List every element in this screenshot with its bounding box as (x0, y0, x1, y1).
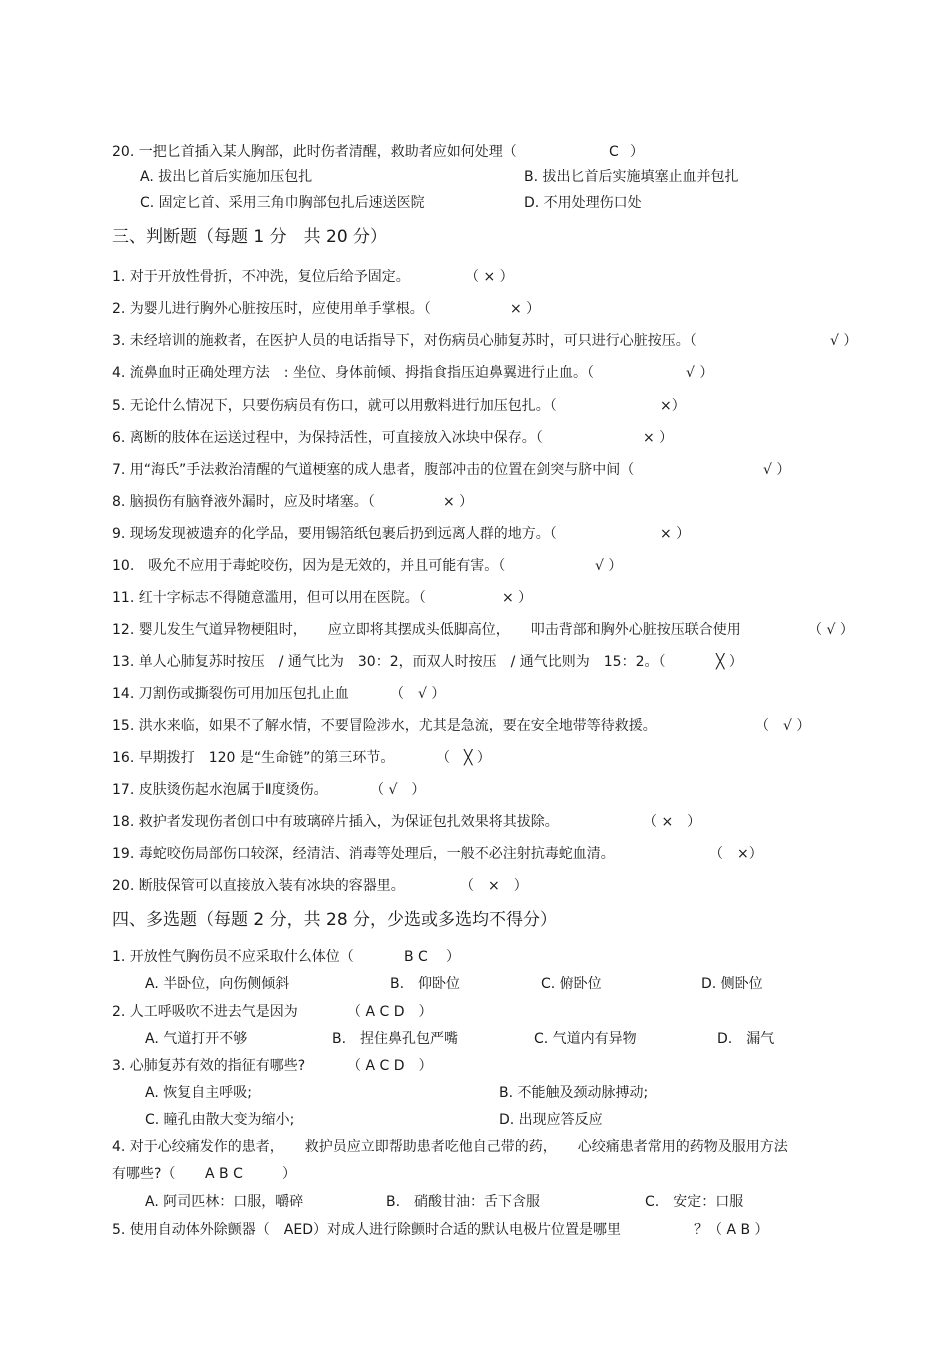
tf-mark-12: （ √ ） (808, 622, 854, 638)
tf-mark-8: × ） (443, 494, 474, 510)
mc1-option-c: C. 俯卧位 (541, 976, 602, 992)
tf-mark-14: （ √ ） (390, 686, 446, 702)
tf-item-2: 2. 为婴儿进行胸外心脏按压时，应使用单手掌根。（ (112, 301, 431, 317)
mc1-answer: B C (404, 949, 428, 965)
tf-item-8: 8. 脑损伤有脑脊液外漏时，应及时堵塞。（ (112, 494, 375, 510)
mc4-stem-line1: 4. 对于心绞痛发作的患者， 救护员应立即帮助患者吃他自己带的药， 心绞痛患者常用的药物及服用方法 (112, 1139, 788, 1155)
mc1-stem: 1. 开放性气胸伤员不应采取什么体位（ (112, 949, 354, 965)
section4-title: 四、多选题（每题 2 分，共 28 分，少选或多选均不得分） (112, 910, 558, 930)
q20-option-c: C. 固定匕首、采用三角巾胸部包扎后速送医院 (140, 195, 425, 211)
tf-mark-5: ×） (660, 398, 686, 414)
mc2-option-c: C. 气道内有异物 (534, 1031, 637, 1047)
q20-option-a: A. 拔出匕首后实施加压包扎 (140, 169, 313, 185)
tf-item-6: 6. 离断的肢体在运送过程中，为保持活性，可直接放入冰块中保存。（ (112, 430, 543, 446)
tf-mark-2: × ） (510, 301, 541, 317)
tf-mark-10: √ ） (595, 558, 623, 574)
q20-stem: 20. 一把匕首插入某人胸部，此时伤者清醒，救助者应如何处理（ (112, 144, 517, 160)
mc4-stem-line2: 有哪些?（ (112, 1166, 176, 1182)
mc3-answer: （ A C D ） (347, 1058, 433, 1074)
tf-mark-18: （ × ） (643, 814, 702, 830)
q20-option-d: D. 不用处理伤口处 (524, 195, 642, 211)
tf-item-7: 7. 用“海氏”手法救治清醒的气道梗塞的成人患者，腹部冲击的位置在剑突与脐中间（ (112, 462, 635, 478)
tf-item-19: 19. 毒蛇咬伤局部伤口较深，经清洁、消毒等处理后，一般不必注射抗毒蛇血清。 (112, 846, 615, 862)
tf-item-18: 18. 救护者发现伤者创口中有玻璃碎片插入，为保证包扎效果将其拔除。 (112, 814, 559, 830)
mc3-option-d: D. 出现应答反应 (499, 1112, 603, 1128)
tf-mark-1: （ × ） (465, 269, 514, 285)
tf-item-14: 14. 刀割伤或撕裂伤可用加压包扎止血 (112, 686, 349, 702)
tf-item-10: 10. 吸允不应用于毒蛇咬伤，因为是无效的，并且可能有害。（ (112, 558, 506, 574)
mc3-option-c: C. 瞳孔由散大变为缩小; (145, 1112, 295, 1128)
tf-item-3: 3. 未经培训的施救者，在医护人员的电话指导下，对伤病员心肺复苏时，可只进行心脏按压。（ (112, 333, 697, 349)
tf-mark-7: √ ） (763, 462, 791, 478)
tf-mark-15: （ √ ） (755, 718, 811, 734)
mc2-option-d: D. 漏气 (717, 1031, 775, 1047)
mc4-option-b: B. 硝酸甘油：舌下含服 (386, 1194, 541, 1210)
mc2-answer: （ A C D ） (347, 1004, 433, 1020)
tf-mark-20: （ × ） (460, 878, 528, 894)
q20-answer: C (609, 144, 619, 160)
mc2-option-b: B. 捏住鼻孔包严嘴 (332, 1031, 459, 1047)
mc1-option-d: D. 侧卧位 (701, 976, 763, 992)
mc2-option-a: A. 气道打开不够 (145, 1031, 248, 1047)
mc4-close: ） (282, 1166, 296, 1182)
q20-close: ） (630, 144, 644, 160)
tf-mark-16: （ ╳ ） (436, 750, 491, 766)
tf-item-17: 17. 皮肤烫伤起水泡属于Ⅱ度烫伤。 (112, 782, 328, 798)
tf-item-5: 5. 无论什么情况下，只要伤病员有伤口，就可以用敷料进行加压包扎。（ (112, 398, 557, 414)
mc3-option-a: A. 恢复自主呼吸; (145, 1085, 252, 1101)
mc3-stem: 3. 心肺复苏有效的指征有哪些? (112, 1058, 306, 1074)
mc2-stem: 2. 人工呼吸吹不进去气是因为 (112, 1004, 298, 1020)
mc3-option-b: B. 不能触及颈动脉搏动; (499, 1085, 649, 1101)
tf-mark-19: （ ×） (709, 846, 763, 862)
tf-item-13: 13. 单人心肺复苏时按压 / 通气比为 30：2，而双人时按压 / 通气比则为 15：2。（ (112, 654, 666, 670)
mc1-option-b: B. 仰卧位 (390, 976, 461, 992)
tf-mark-3: √ ） (830, 333, 858, 349)
mc1-option-a: A. 半卧位，向伤侧倾斜 (145, 976, 290, 992)
tf-item-15: 15. 洪水来临，如果不了解水情，不要冒险涉水，尤其是急流，要在安全地带等待救援。 (112, 718, 657, 734)
tf-mark-4: √ ） (686, 365, 714, 381)
tf-item-16: 16. 早期拨打 120 是“生命链”的第三环节。 (112, 750, 395, 766)
q20-option-b: B. 拔出匕首后实施填塞止血并包扎 (524, 169, 739, 185)
mc4-option-c: C. 安定：口服 (645, 1194, 744, 1210)
tf-mark-6: × ） (643, 430, 674, 446)
tf-mark-9: × ） (660, 526, 691, 542)
tf-item-4: 4. 流鼻血时正确处理方法 : 坐位、身体前倾、拇指食指压迫鼻翼进行止血。（ (112, 365, 594, 381)
tf-item-9: 9. 现场发现被遗弃的化学品，要用锡箔纸包裹后扔到远离人群的地方。（ (112, 526, 557, 542)
tf-item-20: 20. 断肢保管可以直接放入装有冰块的容器里。 (112, 878, 405, 894)
tf-mark-13: ╳ ） (716, 654, 743, 670)
tf-mark-17: （ √ ） (370, 782, 426, 798)
mc5-stem: 5. 使用自动体外除颤器（ AED）对成人进行除颤时合适的默认电极片位置是哪里 (112, 1222, 622, 1238)
mc4-option-a: A. 阿司匹林：口服，嚼碎 (145, 1194, 304, 1210)
tf-item-12: 12. 婴儿发生气道异物梗阻时， 应立即将其摆成头低脚高位， 叩击背部和胸外心脏按压联合使用 (112, 622, 741, 638)
mc5-answer: ？（ A B ） (694, 1222, 769, 1238)
section3-title: 三、判断题（每题 1 分 共 20 分） (112, 227, 388, 247)
tf-item-1: 1. 对于开放性骨折，不冲洗，复位后给予固定。 (112, 269, 410, 285)
tf-item-11: 11. 红十字标志不得随意滥用，但可以用在医院。（ (112, 590, 426, 606)
tf-mark-11: × ） (502, 590, 533, 606)
mc4-answer: A B C (205, 1166, 243, 1182)
mc1-close: ） (446, 949, 460, 965)
